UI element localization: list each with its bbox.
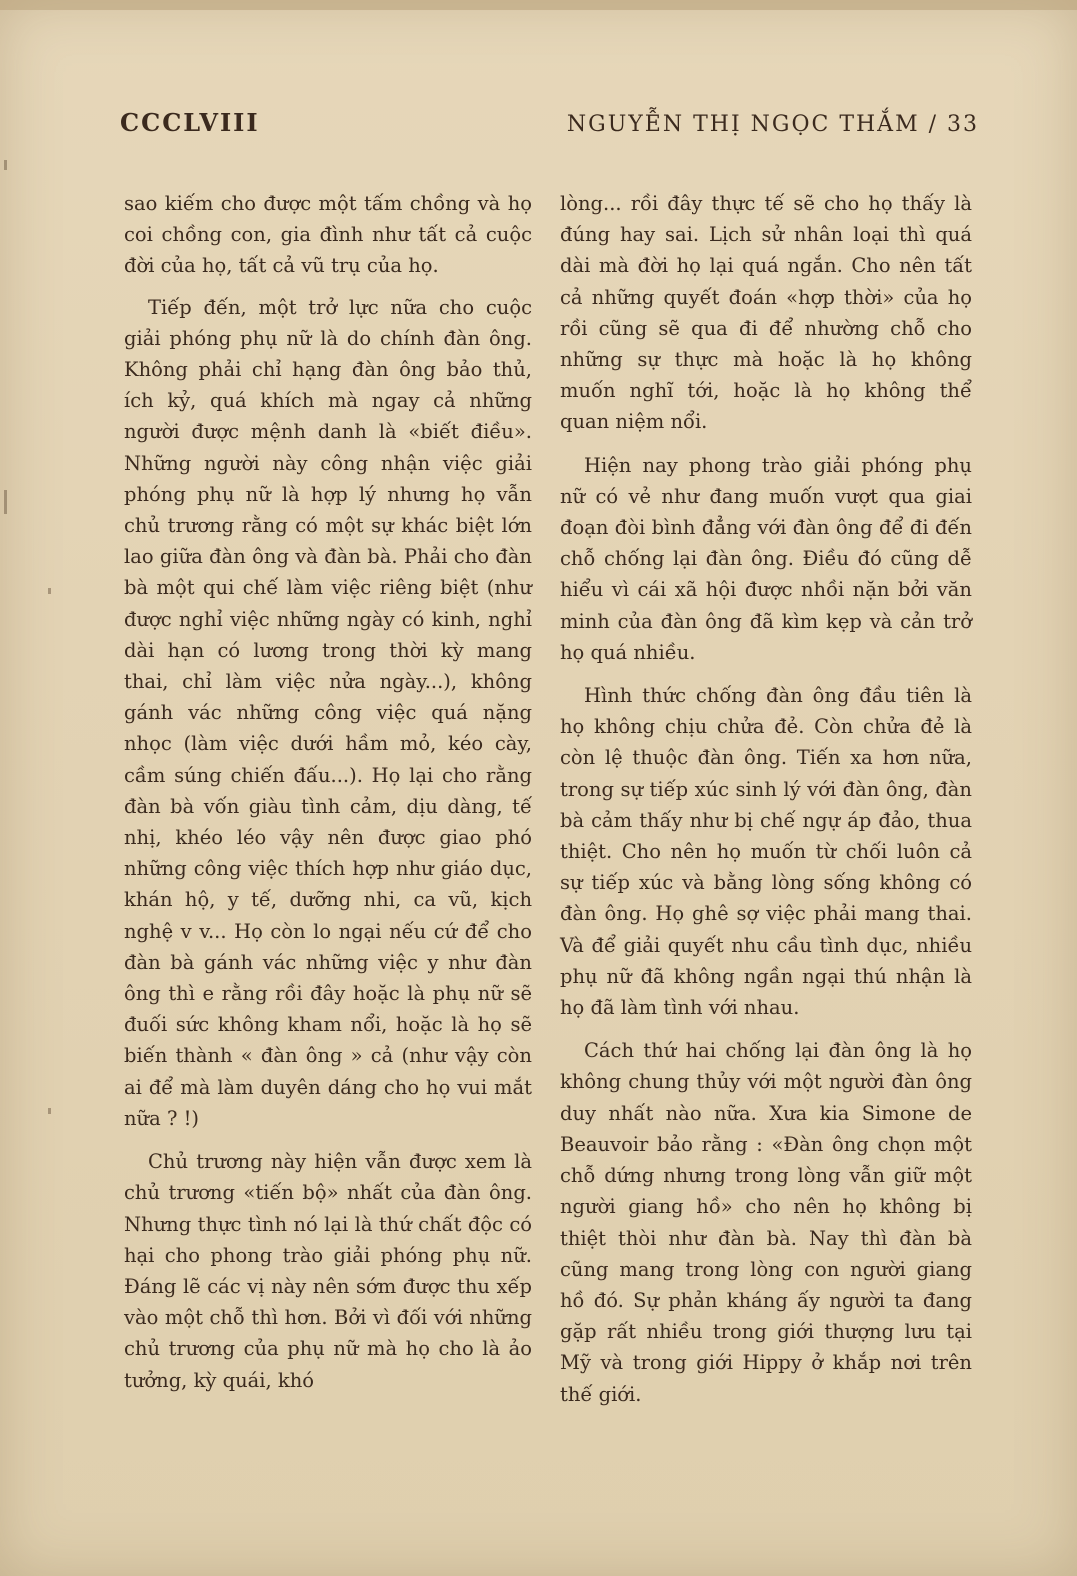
paragraph: lòng... rồi đây thực tế sẽ cho họ thấy là đúng hay sai. Lịch sử nhân loại thì quá dài mà đời họ lại quá ngắn. Cho nên tất cả những quyết đoán «hợp thời» của họ rồi cũng sẽ qua đi để nhường chỗ cho những sự thực mà hoặc là họ không muốn nghĩ tới, hoặc là họ không thể quan niệm nổi. [560, 192, 972, 434]
page-top-edge [0, 0, 1077, 10]
left-column [124, 188, 532, 1406]
margin-speck [48, 1108, 51, 1114]
page-header-author-page-number: NGUYỄN THỊ NGỌC THẮM / 33 [566, 112, 979, 137]
paragraph: Chủ trương này hiện vẫn được xem là chủ trương «tiến bộ» nhất của đàn ông. Nhưng thực tình nó lại là thứ chất độc có hại cho phong trào giải phóng phụ nữ. Đáng lẽ các vị này nên sớm được thu xếp vào một chỗ thì hơn. Bởi vì đối với những chủ trương của phụ nữ mà họ cho là ảo tưởng, kỳ quái, khó [124, 1150, 532, 1392]
paragraph: Cách thứ hai chống lại đàn ông là họ không chung thủy với một người đàn ông duy nhất nào nữa. Xưa kia Simone de Beauvoir bảo rằng : «Đàn ông chọn một chỗ dứng nhưng trong lòng vẫn giữ một người giang hồ» cho nên họ không bị thiệt thòi như đàn bà. Nay thì đàn bà cũng mang trong lòng con người giang hồ đó. Sự phản kháng ấy người ta đang gặp rất nhiều trong giới thượng lưu tại Mỹ và trong giới Hippy ở khắp nơi trên thế giới. [560, 1039, 972, 1406]
edge-speck [4, 490, 7, 514]
edge-speck [4, 160, 7, 170]
paragraph: sao kiếm cho được một tấm chồng và họ coi chồng con, gia đình như tất cả cuộc đời của họ, tất cả vũ trụ của họ. [124, 192, 532, 278]
page-header-roman-numeral: CCCLVIII [120, 108, 260, 137]
paragraph: Hình thức chống đàn ông đầu tiên là họ không chịu chửa đẻ. Còn chửa đẻ là còn lệ thuộc đàn ông. Tiến xa hơn nữa, trong sự tiếp xúc sinh lý với đàn ông, đàn bà cảm thấy như bị chế ngự áp đảo, thua thiệt. Cho nên họ muốn từ chối luôn cả sự tiếp xúc và bằng lòng sống không có đàn ông. Họ ghê sợ việc phải mang thai. Và để giải quyết nhu cầu tình dục, nhiều phụ nữ đã không ngần ngại thú nhận là họ đã làm tình với nhau. [560, 684, 972, 1020]
paragraph: Tiếp đến, một trở lực nữa cho cuộc giải phóng phụ nữ là do chính đàn ông. Không phải chỉ hạng đàn ông bảo thủ, ích kỷ, quá khích mà ngay cả những người được mệnh danh là «biết điều». Những người này công nhận việc giải phóng phụ nữ là hợp lý nhưng họ vẫn chủ trương rằng có một sự khác biệt lớn lao giữa đàn ông và đàn bà. Phải cho đàn bà một qui chế làm việc riêng biệt (như được nghỉ việc những ngày có kinh, nghỉ dài hạn có lương trong thời kỳ mang thai, chỉ làm việc nửa ngày...), không gánh vác những công việc quá nặng nhọc (làm việc dưới hầm mỏ, kéo cày, cầm súng chiến đấu...). Họ lại cho rằng đàn bà vốn giàu tình cảm, dịu dàng, tế nhị, khéo léo vậy nên được giao phó những công việc thích hợp như giáo dục, khán hộ, y tế, dưỡng nhi, ca vũ, kịch nghệ v v... Họ còn lo ngại nếu cứ để cho đàn bà gánh vác những việc y như đàn ông thì e rằng rồi đây hoặc là phụ nữ sẽ đuối sức không kham nổi, hoặc là họ sẽ biến thành « đàn ông » cả (như vậy còn ai để mà làm duyên dáng cho họ vui mắt nữa ? !) [124, 295, 532, 1130]
margin-speck [48, 588, 51, 594]
paragraph: Hiện nay phong trào giải phóng phụ nữ có vẻ như đang muốn vượt qua giai đoạn đòi bình đẳng với đàn ông để đi đến chỗ chống lại đàn ông. Điều đó cũng dễ hiểu vì cái xã hội được nhồi nặn bởi văn minh của đàn ông đã kìm kẹp và cản trở họ quá nhiều. [560, 453, 972, 664]
right-column [560, 188, 972, 1420]
